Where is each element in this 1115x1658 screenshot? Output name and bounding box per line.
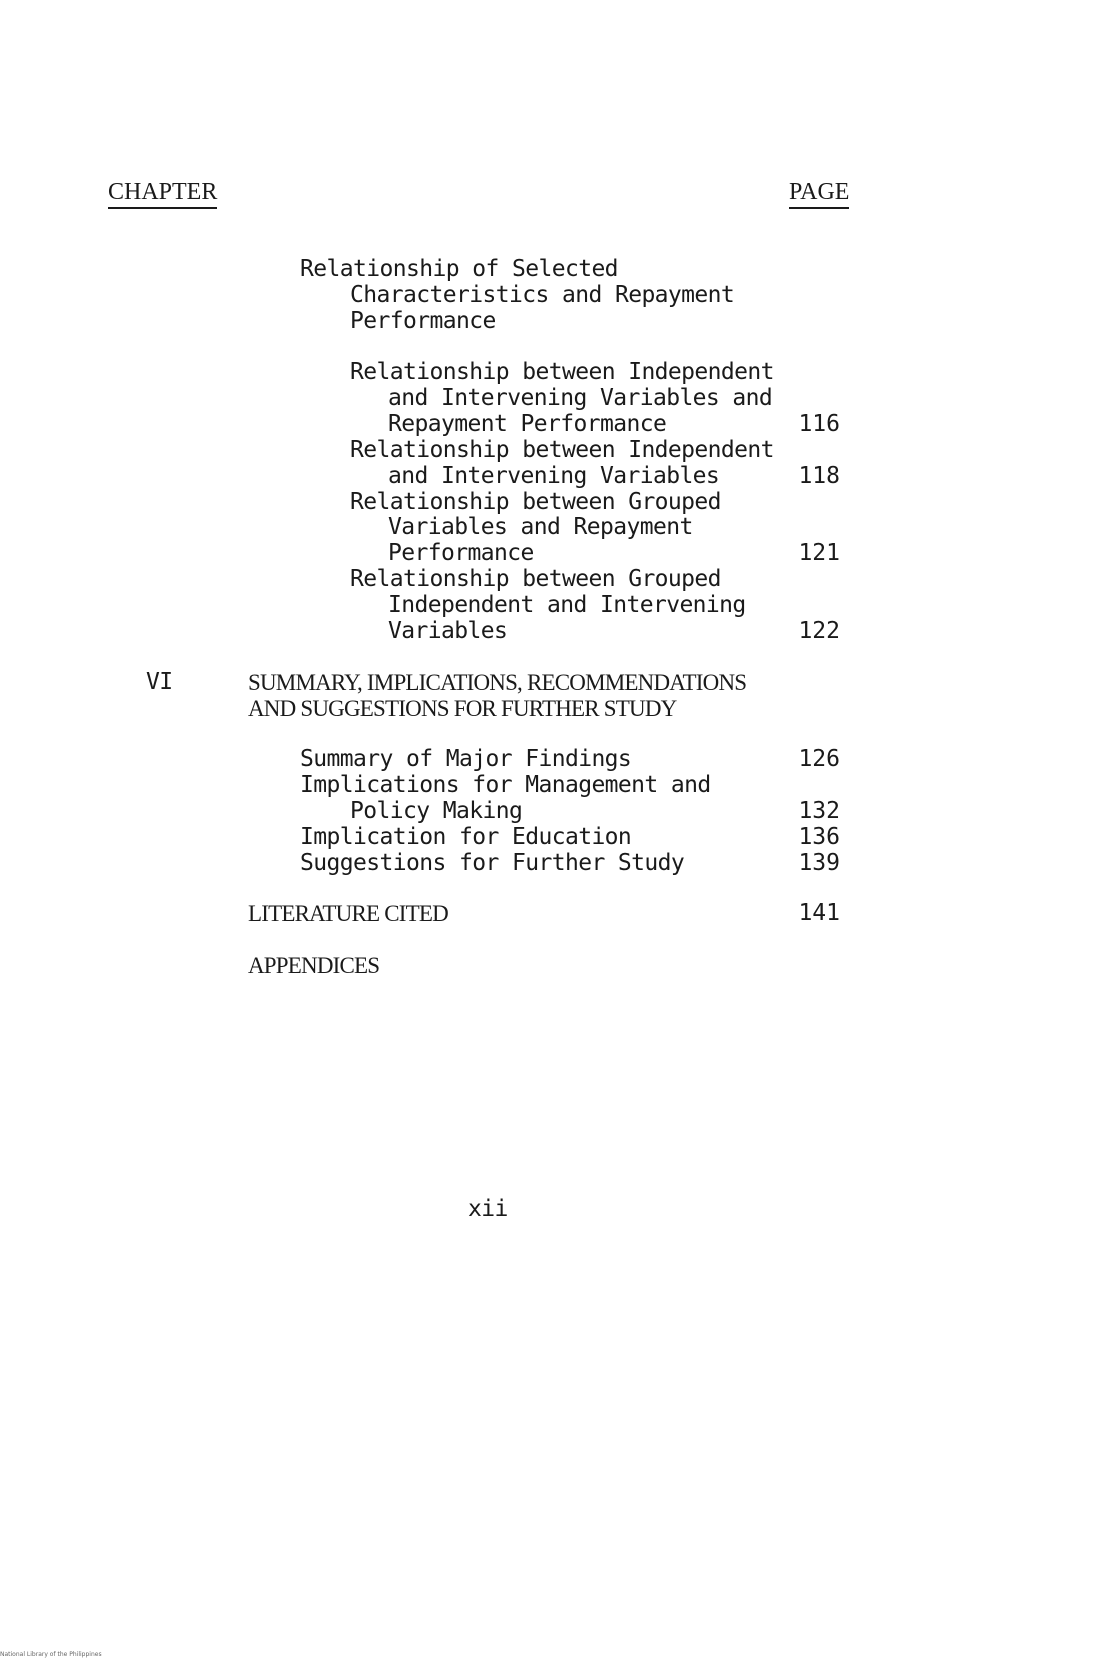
toc-line: Suggestions for Further Study bbox=[300, 850, 685, 876]
page-number: xii bbox=[468, 1196, 508, 1222]
toc-page-number: 118 bbox=[798, 463, 840, 489]
chapter-number: VI bbox=[146, 669, 173, 695]
toc-page-number: 121 bbox=[798, 540, 840, 566]
chapter-column-header: CHAPTER bbox=[108, 179, 217, 209]
chapter-title-line: AND SUGGESTIONS FOR FURTHER STUDY bbox=[248, 696, 677, 721]
toc-line: Independent and Intervening bbox=[388, 592, 746, 618]
toc-page-number: 141 bbox=[798, 900, 840, 926]
toc-line: and Intervening Variables bbox=[388, 463, 720, 489]
toc-page-number: 116 bbox=[798, 411, 840, 437]
toc-line: Relationship between Independent bbox=[350, 437, 774, 463]
toc-line: Relationship between Grouped bbox=[350, 489, 721, 515]
toc-line: Repayment Performance bbox=[388, 411, 667, 437]
toc-page-number: 132 bbox=[798, 798, 840, 824]
scan-footer: National Library of the Philippines bbox=[0, 1651, 102, 1658]
literature-cited-label: LITERATURE CITED bbox=[248, 901, 448, 926]
toc-line: Policy Making bbox=[350, 798, 523, 824]
toc-page-number: 126 bbox=[798, 746, 840, 772]
toc-line: Implications for Management and bbox=[300, 772, 711, 798]
toc-page-number: 139 bbox=[798, 850, 840, 876]
toc-page-number: 122 bbox=[798, 618, 840, 644]
toc-line: Relationship of Selected bbox=[300, 256, 618, 282]
toc-line: Variables and Repayment bbox=[388, 514, 693, 540]
toc-line: and Intervening Variables and bbox=[388, 385, 773, 411]
toc-line: Performance bbox=[388, 540, 534, 566]
page-column-header: PAGE bbox=[789, 179, 849, 209]
toc-line: Relationship between Independent bbox=[350, 359, 774, 385]
appendices-label: APPENDICES bbox=[248, 953, 380, 978]
toc-line: Relationship between Grouped bbox=[350, 566, 721, 592]
toc-line: Implication for Education bbox=[300, 824, 632, 850]
toc-line: Performance bbox=[350, 308, 496, 334]
chapter-title-line: SUMMARY, IMPLICATIONS, RECOMMENDATIONS bbox=[248, 670, 747, 695]
toc-page-number: 136 bbox=[798, 824, 840, 850]
toc-line: Characteristics and Repayment bbox=[350, 282, 735, 308]
toc-line: Summary of Major Findings bbox=[300, 746, 632, 772]
toc-line: Variables bbox=[388, 618, 508, 644]
